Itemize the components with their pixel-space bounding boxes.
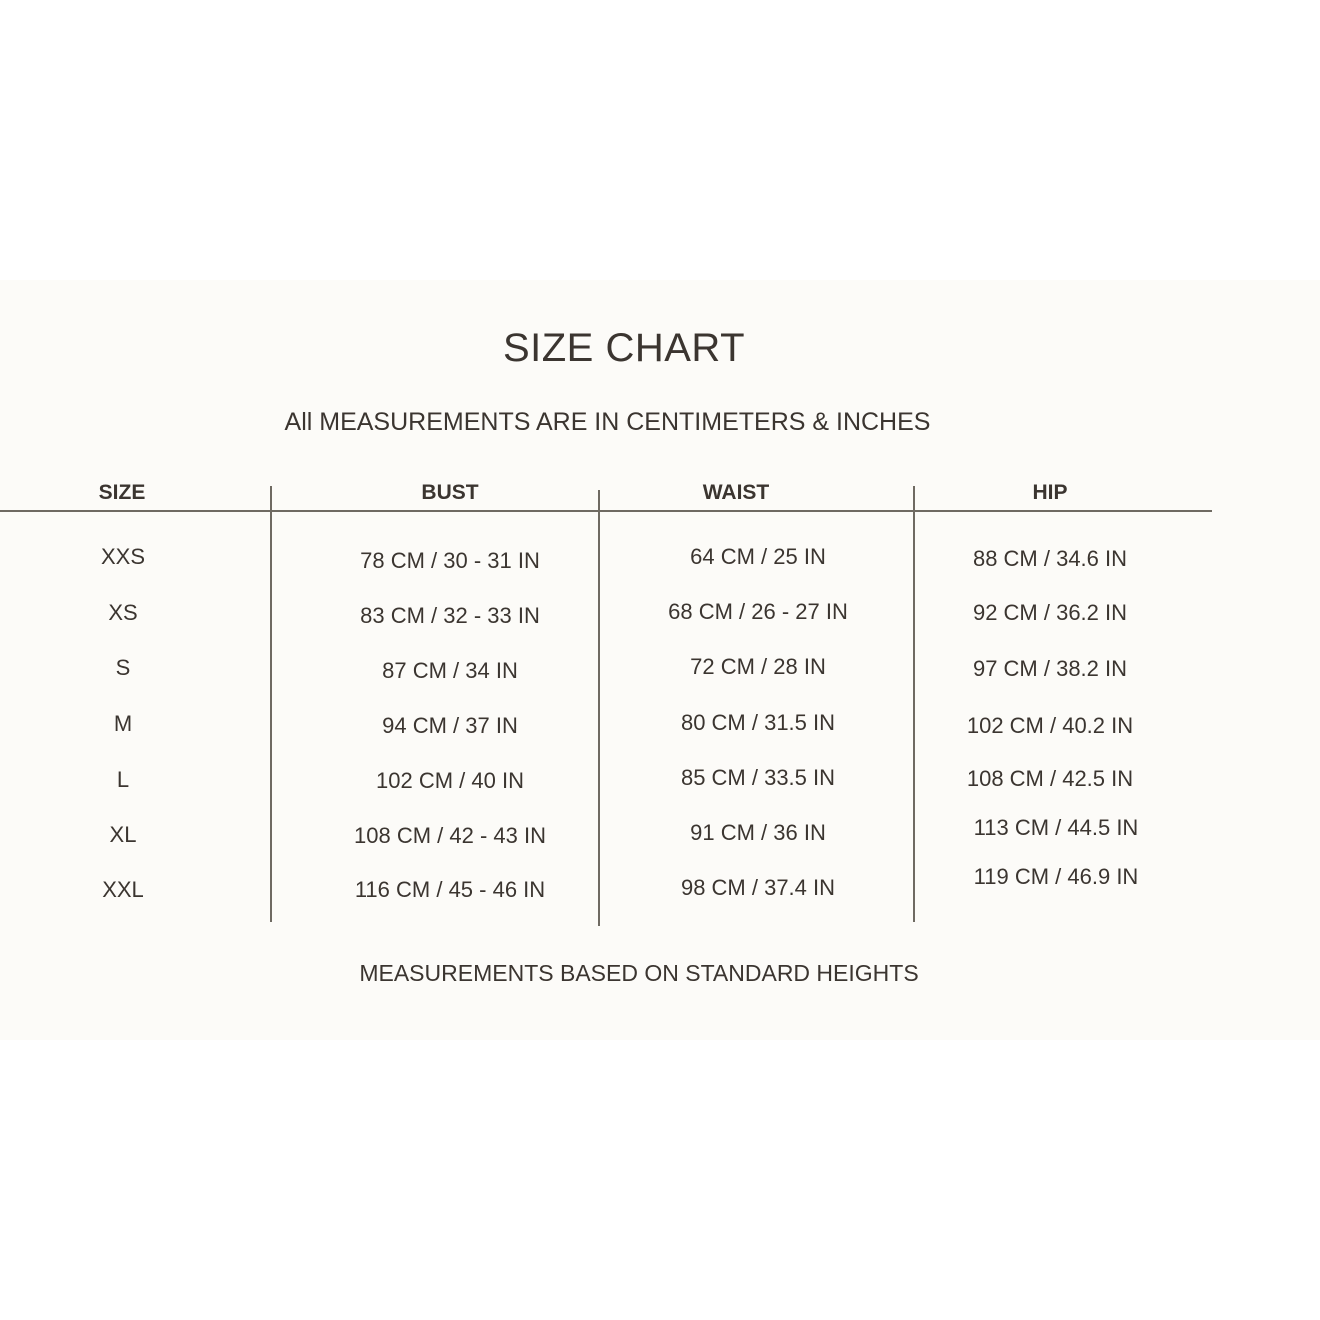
footer-note: MEASUREMENTS BASED ON STANDARD HEIGHTS bbox=[359, 960, 919, 986]
table-cell-size: XS bbox=[108, 600, 138, 625]
table-cell-size: XL bbox=[109, 822, 137, 847]
table-cell-bust: 108 CM / 42 - 43 IN bbox=[354, 823, 546, 848]
page-title: SIZE CHART bbox=[502, 326, 746, 370]
table-cell-bust: 78 CM / 30 - 31 IN bbox=[360, 548, 540, 573]
table-cell-bust: 83 CM / 32 - 33 IN bbox=[360, 603, 540, 628]
column-header-hip: HIP bbox=[1032, 481, 1068, 504]
table-cell-waist: 64 CM / 25 IN bbox=[690, 544, 826, 569]
table-cell-size: XXS bbox=[100, 544, 146, 569]
table-cell-hip: 97 CM / 38.2 IN bbox=[972, 656, 1128, 681]
table-cell-bust: 116 CM / 45 - 46 IN bbox=[354, 877, 546, 902]
column-header-waist: WAIST bbox=[702, 481, 770, 504]
column-divider bbox=[270, 486, 272, 922]
table-cell-size: XXL bbox=[102, 877, 144, 902]
table-cell-bust: 102 CM / 40 IN bbox=[376, 768, 524, 793]
table-cell-hip: 108 CM / 42.5 IN bbox=[966, 766, 1134, 791]
table-cell-hip: 102 CM / 40.2 IN bbox=[966, 713, 1134, 738]
column-header-bust: BUST bbox=[421, 481, 479, 504]
table-cell-waist: 72 CM / 28 IN bbox=[690, 654, 826, 679]
header-divider bbox=[0, 510, 1212, 512]
table-cell-size: S bbox=[115, 655, 131, 680]
table-cell-hip: 119 CM / 46.9 IN bbox=[973, 864, 1139, 889]
column-divider bbox=[598, 490, 600, 926]
table-cell-waist: 85 CM / 33.5 IN bbox=[680, 765, 836, 790]
table-cell-waist: 68 CM / 26 - 27 IN bbox=[668, 599, 848, 624]
table-cell-hip: 88 CM / 34.6 IN bbox=[972, 546, 1128, 571]
table-cell-size: M bbox=[113, 711, 133, 736]
column-divider bbox=[913, 486, 915, 922]
table-cell-waist: 80 CM / 31.5 IN bbox=[680, 710, 836, 735]
table-cell-hip: 92 CM / 36.2 IN bbox=[972, 600, 1128, 625]
column-header-size: SIZE bbox=[98, 481, 146, 504]
page-subtitle: All MEASUREMENTS ARE IN CENTIMETERS & INCHES bbox=[284, 408, 931, 436]
table-cell-size: L bbox=[116, 767, 130, 792]
table-cell-waist: 91 CM / 36 IN bbox=[690, 820, 826, 845]
table-cell-hip: 113 CM / 44.5 IN bbox=[973, 815, 1139, 840]
table-cell-bust: 94 CM / 37 IN bbox=[382, 713, 518, 738]
table-cell-bust: 87 CM / 34 IN bbox=[382, 658, 518, 683]
table-cell-waist: 98 CM / 37.4 IN bbox=[680, 875, 836, 900]
